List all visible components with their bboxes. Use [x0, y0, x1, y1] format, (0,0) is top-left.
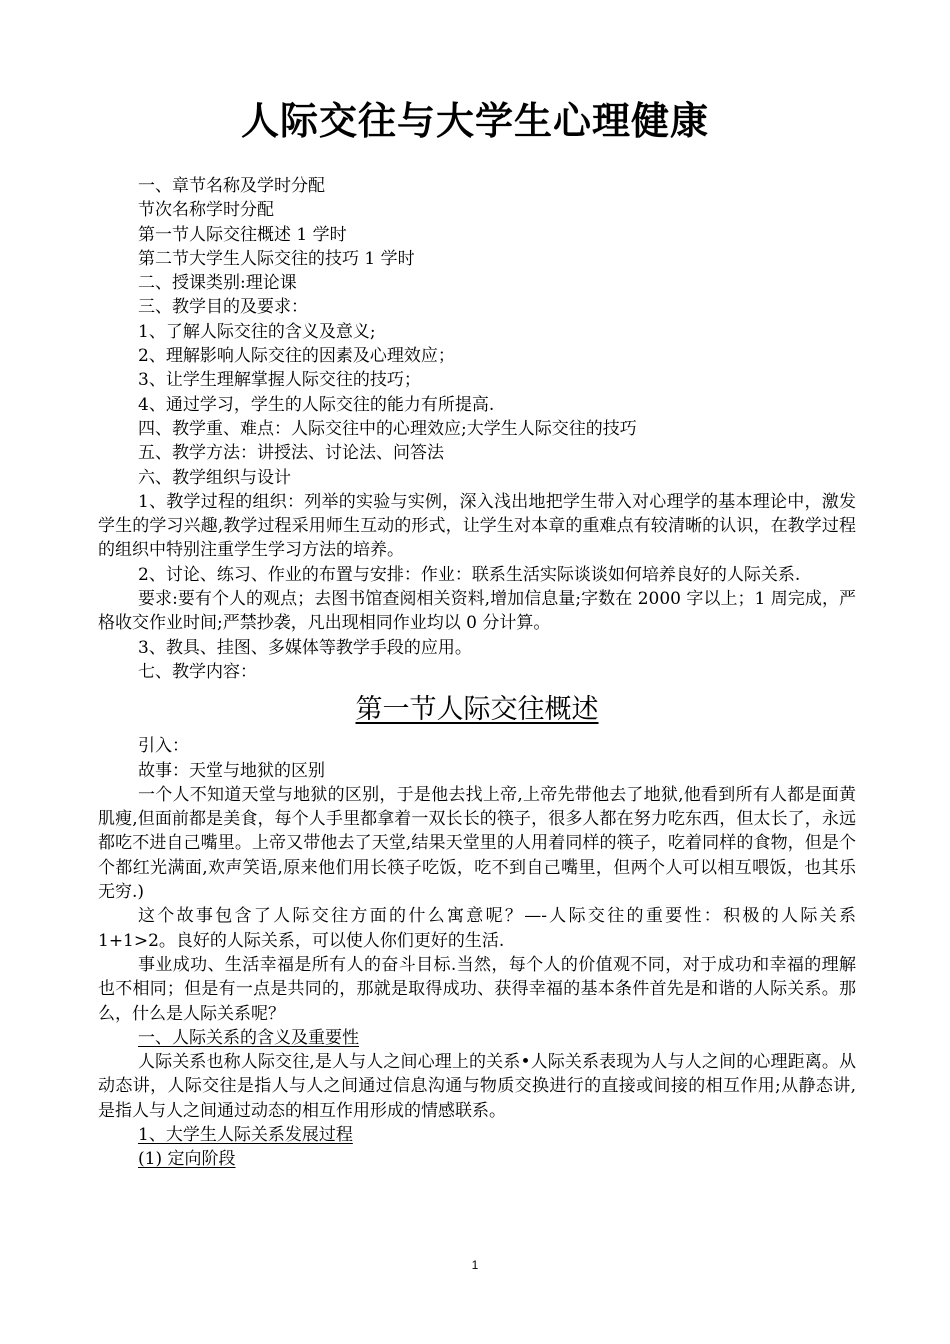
subheading-text: (1) 定向阶段: [138, 1149, 236, 1170]
text-line: 四、教学重、难点：人际交往中的心理效应;大学生人际交往的技巧: [138, 418, 637, 439]
text-line: 2、理解影响人际交往的因素及心理效应；: [138, 346, 455, 367]
text-line: 故事：天堂与地狱的区别: [138, 760, 325, 781]
text-line: 六、教学组织与设计: [138, 467, 291, 488]
paragraph: 2、讨论、练习、作业的布置与安排：作业：联系生活实际谈谈如何培养良好的人际关系.: [138, 564, 801, 585]
text-line: 第一节人际交往概述 1 学时: [138, 224, 347, 245]
subheading: [98, 1026, 856, 1050]
text-line: 一、章节名称及学时分配: [138, 176, 325, 196]
paragraph: 3、教具、挂图、多媒体等教学手段的应用。: [138, 637, 472, 658]
text-line: 节次名称学时分配: [138, 200, 274, 221]
section-title-text: 第一节人际交往概述: [355, 694, 599, 726]
subheading-text: 1、大学生人际关系发展过程: [138, 1124, 353, 1145]
paragraph: 人际关系也称人际交往,是人与人之间心理上的关系•人际关系表现为人与人之间的心理距离。从动态讲，人际交往是指人与人之间通过信息沟通与物质交换进行的直接或间接的相互作用;从静态讲,是指人与人之间通过动态的相互作用形成的情感联系。: [98, 1052, 856, 1121]
text-line: 二、授课类别:理论课: [138, 273, 297, 294]
subheading: [98, 1147, 856, 1171]
text-line: 引入：: [138, 736, 189, 757]
paragraph: 七、教学内容：: [138, 661, 257, 682]
section-title: [98, 692, 856, 728]
text-line: 三、教学目的及要求：: [138, 297, 308, 318]
paragraph: 一个人不知道天堂与地狱的区别，于是他去找上帝,上帝先带他去了地狱,他看到所有人都是面黄肌瘦,但面前都是美食，每个人手里都拿着一双长长的筷子，很多人都在努力吃东西，但太长了，永远都吃不进自己嘴里。上帝又带他去了天堂,结果天堂里的人用着同样的筷子，吃着同样的食物，但是个个都红光满面,欢声笑语,原来他们用长筷子吃饭，吃不到自己嘴里，但两个人可以相互喂饭，也其乐无穷.): [98, 784, 856, 903]
paragraph: 这个故事包含了人际交往方面的什么寓意呢？—-人际交往的重要性：积极的人际关系 1+1>2。良好的人际关系，可以使人你们更好的生活.: [98, 906, 856, 951]
text-line: 五、教学方法：讲授法、讨论法、问答法: [138, 443, 444, 464]
text-line: 1、了解人际交往的含义及意义;: [138, 321, 376, 342]
text-line: 4、通过学习，学生的人际交往的能力有所提高.: [138, 394, 495, 415]
paragraph: 事业成功、生活幸福是所有人的奋斗目标.当然，每个人的价值观不同，对于成功和幸福的理解也不相同；但是有一点是共同的，那就是取得成功、获得幸福的基本条件首先是和谐的人际关系。那么，什么是人际关系呢？: [98, 954, 856, 1024]
subheading-text: 一、人际关系的含义及重要性: [138, 1027, 359, 1048]
document-body: [98, 174, 856, 1172]
paragraph: 1、教学过程的组织：列举的实验与实例，深入浅出地把学生带入对心理学的基本理论中，激发学生的学习兴趣,教学过程采用师生互动的形式，让学生对本章的重难点有较清晰的认识，在教学过程的组织中特别注重学生学习方法的培养。: [98, 491, 856, 561]
document-title: 人际交往与大学生心理健康: [240, 99, 709, 143]
text-line: 3、让学生理解掌握人际交往的技巧；: [138, 370, 421, 391]
text-line: 第二节大学生人际交往的技巧 1 学时: [138, 248, 415, 269]
subheading: [98, 1123, 856, 1147]
paragraph: 要求:要有个人的观点；去图书馆查阅相关资料,增加信息量;字数在 2000 字以上；1 周完成，严格收交作业时间;严禁抄袭，凡出现相同作业均以 0 分计算。: [98, 589, 856, 634]
page-number: 1: [471, 1258, 479, 1272]
